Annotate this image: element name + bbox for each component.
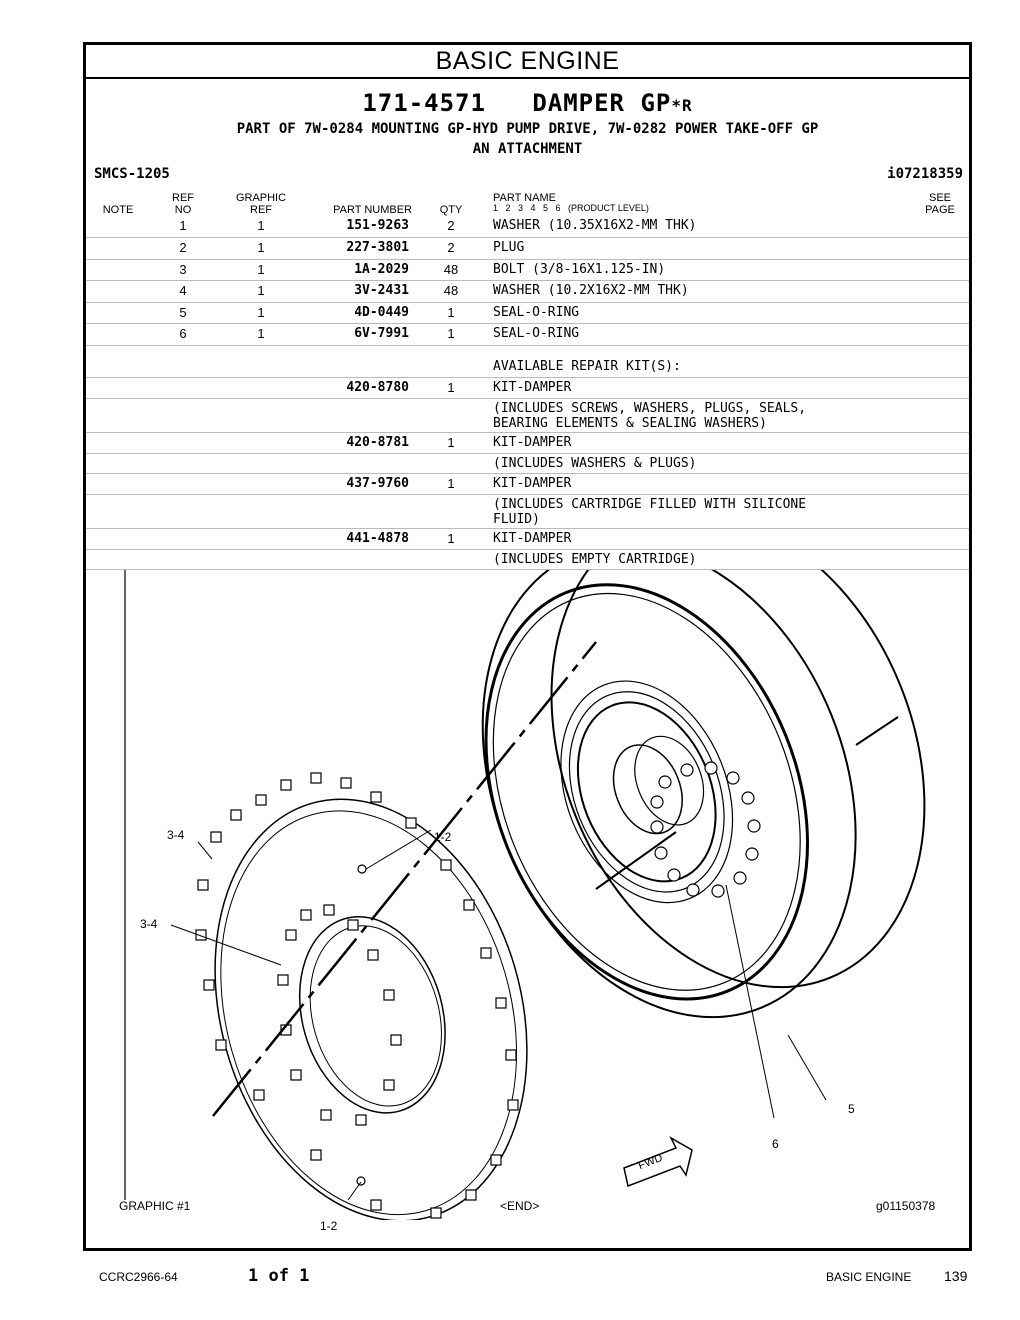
graphic-id: g01150378: [876, 1199, 936, 1213]
group-title: [86, 89, 969, 117]
header-note: NOTE: [102, 204, 134, 216]
graphic-ref: 1: [257, 240, 265, 255]
group-number: 171-4571: [362, 89, 486, 117]
graphic-ref: 1: [257, 305, 265, 320]
callout-3-4: 3-4: [140, 917, 158, 931]
smcs-code: SMCS-1205: [94, 166, 170, 182]
header-graphic-bottom: REF: [250, 204, 272, 216]
part-name: PLUG: [493, 240, 525, 255]
header-graphic-ref: [231, 192, 291, 216]
table-row: [86, 302, 969, 324]
leader-line: [171, 925, 281, 965]
part-of-line-2: AN ATTACHMENT: [472, 141, 583, 157]
table-row: [86, 237, 969, 260]
part-number[interactable]: 4D-0449: [354, 305, 409, 320]
callout-5: 5: [848, 1102, 855, 1116]
ref-no: 2: [179, 240, 187, 255]
kit-description: (INCLUDES SCREWS, WASHERS, PLUGS, SEALS, BEARING ELEMENTS & SEALING WASHERS): [493, 401, 807, 431]
part-number[interactable]: 6V-7991: [354, 326, 409, 341]
part-name: WASHER (10.2X16X2-MM THK): [493, 283, 689, 298]
table-row: [86, 280, 969, 303]
qty: 2: [447, 240, 455, 255]
part-number[interactable]: 420-8781: [346, 435, 409, 450]
part-of-text: [86, 119, 969, 159]
header-see-top: SEE: [928, 192, 951, 204]
header-qty: QTY: [439, 204, 463, 216]
qty: 48: [443, 262, 459, 277]
header-ref-bottom: NO: [174, 204, 192, 216]
part-name: KIT-DAMPER: [493, 476, 572, 491]
graphic-ref: 1: [257, 262, 265, 277]
section-title: BASIC ENGINE: [86, 45, 969, 79]
leader-line: [366, 830, 431, 869]
header-product-levels: 1 2 3 4 5 6 (PRODUCT LEVEL): [493, 203, 649, 213]
qty: 1: [447, 531, 455, 546]
table-row: [86, 377, 969, 399]
part-name: SEAL-O-RING: [493, 326, 580, 341]
footer-page-of: 1 of 1: [248, 1266, 310, 1286]
header-ref: [168, 192, 198, 216]
ref-no: 6: [179, 326, 187, 341]
part-name: KIT-DAMPER: [493, 531, 572, 546]
part-number[interactable]: 227-3801: [346, 240, 409, 255]
page-frame: [83, 42, 972, 1251]
graphic-ref: 1: [257, 326, 265, 341]
header-see-page: [922, 192, 958, 216]
qty: 1: [447, 326, 455, 341]
mounting-plate: [168, 762, 575, 1220]
footer-doc-id: CCRC2966-64: [99, 1270, 178, 1284]
callout-1-2: 1-2: [434, 830, 452, 844]
table-row: [86, 432, 969, 454]
qty: 2: [447, 218, 455, 233]
kit-description: (INCLUDES WASHERS & PLUGS): [493, 456, 697, 471]
part-name: KIT-DAMPER: [493, 380, 572, 395]
callout-3-4: 3-4: [167, 828, 185, 842]
part-name: WASHER (10.35X16X2-MM THK): [493, 218, 697, 233]
part-number[interactable]: 437-9760: [346, 476, 409, 491]
repair-kits-heading: AVAILABLE REPAIR KIT(S):: [493, 359, 681, 374]
header-part-number: PART NUMBER: [333, 204, 412, 216]
part-number[interactable]: 441-4878: [346, 531, 409, 546]
damper-illustration: [86, 570, 969, 1220]
table-row: [86, 345, 969, 378]
part-name: SEAL-O-RING: [493, 305, 580, 320]
table-row: [86, 453, 969, 474]
table-row: [86, 549, 969, 570]
table-row: [86, 398, 969, 433]
ref-no: 1: [179, 218, 187, 233]
table-row: [86, 215, 969, 238]
center-axis-line: [213, 642, 596, 1116]
header-part-name: PART NAME: [493, 192, 556, 204]
exploded-view-graphic: [86, 570, 969, 1233]
plug: [357, 1177, 365, 1185]
ref-no: 5: [179, 305, 187, 320]
callout-6: 6: [772, 1137, 779, 1151]
graphic-ref: 1: [257, 218, 265, 233]
header-ref-top: REF: [172, 192, 194, 204]
ref-no: 3: [179, 262, 187, 277]
table-row: [86, 323, 969, 346]
leader-line: [348, 1182, 361, 1200]
qty: 48: [443, 283, 459, 298]
qty: 1: [447, 305, 455, 320]
graphic-ref: 1: [257, 283, 265, 298]
part-number[interactable]: 420-8780: [346, 380, 409, 395]
plug: [358, 865, 366, 873]
qty: 1: [447, 435, 455, 450]
part-number[interactable]: 1A-2029: [354, 262, 409, 277]
part-number[interactable]: 151-9263: [346, 218, 409, 233]
part-name: KIT-DAMPER: [493, 435, 572, 450]
damper-bolt-holes: [651, 762, 760, 897]
ref-no: 4: [179, 283, 187, 298]
info-id: i07218359: [887, 166, 963, 182]
kit-description: (INCLUDES CARTRIDGE FILLED WITH SILICONE FLUID): [493, 497, 807, 527]
qty: 1: [447, 380, 455, 395]
group-suffix: *R: [671, 96, 693, 115]
group-name: DAMPER GP: [532, 89, 672, 117]
end-marker: <END>: [500, 1199, 540, 1213]
header-graphic-top: GRAPHIC: [235, 192, 287, 204]
kit-description: (INCLUDES EMPTY CARTRIDGE): [493, 552, 697, 567]
header-see-bottom: PAGE: [925, 204, 955, 216]
leader-line: [788, 1035, 826, 1100]
footer-page-number: 139: [944, 1268, 968, 1284]
table-row: [86, 473, 969, 495]
table-row: [86, 528, 969, 550]
leader-line: [726, 885, 774, 1118]
footer-section: BASIC ENGINE: [826, 1270, 912, 1284]
qty: 1: [447, 476, 455, 491]
table-row: [86, 494, 969, 529]
callout-1-2: 1-2: [320, 1219, 338, 1233]
fwd-label: FWD: [636, 1151, 665, 1173]
leader-line: [198, 842, 212, 859]
bolt-heads: [196, 773, 518, 1218]
graphic-caption: GRAPHIC #1: [119, 1199, 191, 1213]
table-row: [86, 259, 969, 281]
part-number[interactable]: 3V-2431: [354, 283, 409, 298]
part-name: BOLT (3/8-16X1.125-IN): [493, 262, 666, 277]
center-axis-line: [856, 717, 898, 745]
part-of-line-1: PART OF 7W-0284 MOUNTING GP-HYD PUMP DRIVE, 7W-0282 POWER TAKE-OFF GP: [236, 121, 819, 137]
